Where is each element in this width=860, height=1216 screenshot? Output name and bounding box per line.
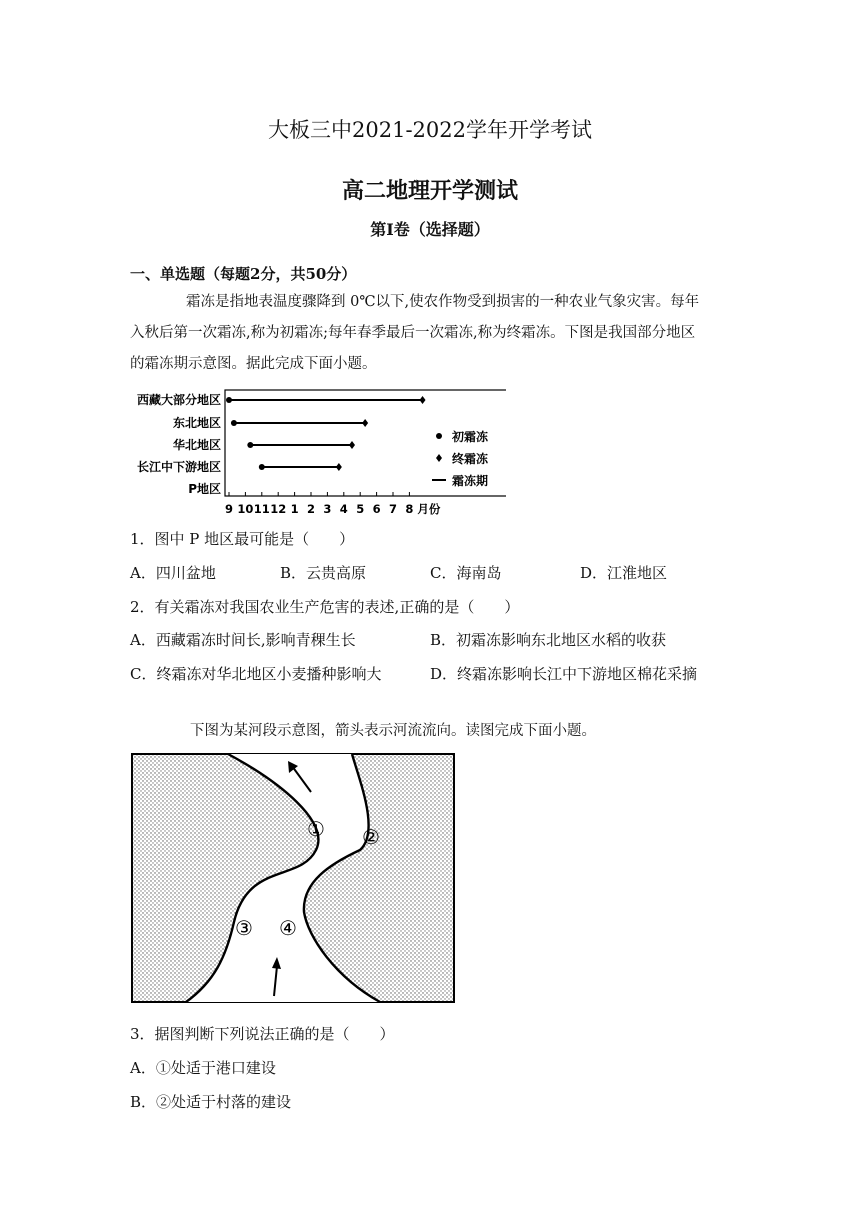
category-label: 西藏大部分地区 [136,393,221,407]
x-tick-label: 10 [237,502,254,516]
section-heading: 一、单选题（每题2分，共50分） [130,265,357,283]
label-3: ③ [235,916,253,940]
passage2: 下图为某河段示意图，箭头表示河流流向。读图完成下面小题。 [190,723,596,739]
x-tick-label: 11 [253,502,270,516]
last-frost-point [336,463,342,471]
school-title: 大板三中2021-2022学年开学考试 [268,118,592,142]
q1-option-c[interactable]: C．海南岛 [430,564,502,582]
passage1-line3: 的霜冻期示意图。据此完成下面小题。 [130,356,377,372]
x-tick-label: 4 [339,502,348,516]
x-tick-label: 2 [306,502,316,516]
label-2: ② [362,825,380,849]
q2-option-c[interactable]: C．终霜冻对华北地区小麦播种影响大 [130,665,382,683]
frost-chart [126,386,506,520]
category-label: 华北地区 [172,438,221,452]
legend-first-frost-label: 初霜冻 [452,430,489,444]
first-frost-point [259,464,265,470]
x-tick-label: 7 [388,502,398,516]
category-label: 长江中下游地区 [136,460,221,474]
x-tick-label: 12 [270,502,287,516]
volume-title: 第Ⅰ卷（选择题） [370,220,490,239]
last-frost-point [420,396,426,404]
first-frost-point [231,420,237,426]
legend-last-frost-label: 终霜冻 [452,452,489,466]
legend-first-frost-marker [436,433,442,439]
first-frost-point [226,397,232,403]
x-tick-label: 8 [405,502,414,516]
last-frost-point [362,419,368,427]
x-tick-label: 5 [356,502,365,516]
label-1: ① [307,817,325,841]
q3-option-b[interactable]: B．②处适于村落的建设 [130,1093,292,1111]
passage1-line2: 入秋后第一次霜冻,称为初霜冻;每年春季最后一次霜冻,称为终霜冻。下图是我国部分地区 [130,325,696,341]
q2-option-a[interactable]: A．西藏霜冻时间长,影响青稞生长 [130,631,356,649]
q2-stem: 2．有关霜冻对我国农业生产危害的表述,正确的是（ ） [130,598,520,616]
q3-stem: 3．据图判断下列说法正确的是（ ） [130,1025,395,1043]
q1-option-b[interactable]: B．云贵高原 [280,564,367,582]
last-frost-point [349,441,355,449]
q2-option-b[interactable]: B．初霜冻影响东北地区水稻的收获 [430,631,667,649]
x-tick-label: 6 [372,502,381,516]
label-4: ④ [279,916,297,940]
passage1-line1: 霜冻是指地表温度骤降到 0℃以下,使农作物受到损害的一种农业气象灾害。每年 [186,294,700,310]
exam-title: 高二地理开学测试 [341,178,518,204]
legend-period-label: 霜冻期 [452,474,489,488]
q1-option-d[interactable]: D．江淮地区 [580,564,668,582]
q3-option-a[interactable]: A．①处适于港口建设 [130,1059,276,1077]
q2-option-d[interactable]: D．终霜冻影响长江中下游地区棉花采摘 [430,665,698,683]
legend-last-frost-marker [436,454,442,462]
river-map [130,752,456,1004]
chart-legend [432,429,489,488]
x-tick-label: 3 [323,502,332,516]
first-frost-point [247,442,253,448]
category-label: 东北地区 [172,416,221,430]
category-label: P地区 [188,482,221,496]
x-tick-label: 1 [290,502,299,516]
q1-stem: 1．图中 P 地区最可能是（ ） [130,530,355,548]
x-tick-label: 9 [224,502,234,516]
q1-option-a[interactable]: A．四川盆地 [130,564,216,582]
x-unit-label: 月份 [417,502,441,516]
